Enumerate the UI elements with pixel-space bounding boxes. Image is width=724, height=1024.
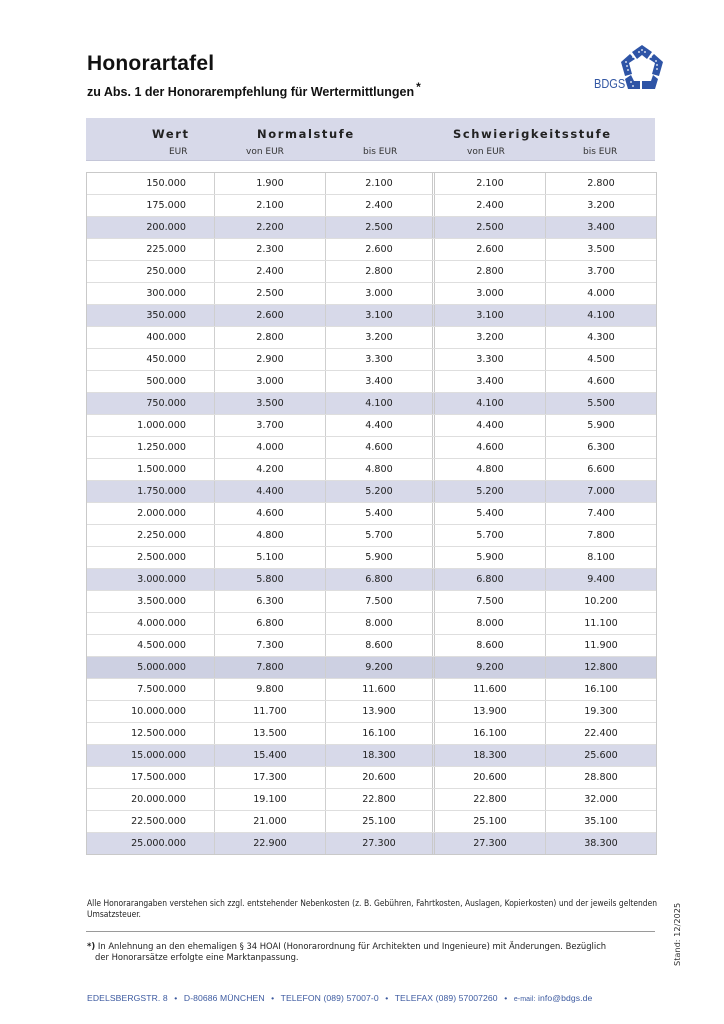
cell-normal-bis: 2.400: [326, 195, 435, 216]
table-row: [87, 305, 656, 327]
cell-schwer-bis: 9.400: [587, 574, 615, 585]
cell-wert: 25.000.000: [87, 833, 215, 854]
cell-wert: 4.500.000: [87, 635, 215, 656]
cell-schwer-von: 5.700: [435, 525, 546, 546]
cell-schwer-bis: 10.200: [584, 596, 618, 607]
col-header-normalstufe: Normalstufe: [257, 127, 355, 141]
cell-schwer-von: 2.100: [435, 173, 546, 194]
cell-normal-von: 7.300: [215, 635, 326, 656]
subtitle-text: zu Abs. 1 der Honorarempfehlung für Wertermittlungen: [87, 85, 415, 99]
cell-schwer-von: 4.400: [435, 415, 546, 436]
cell-normal-von: 2.900: [215, 349, 326, 370]
cell-schwer-von: 3.000: [435, 283, 546, 304]
cell-normal-von: 9.800: [215, 679, 326, 700]
cell-wert: 1.750.000: [87, 481, 215, 502]
table-row: [87, 239, 656, 261]
cell-normal-bis: 5.900: [326, 547, 435, 568]
cell-normal-bis: 8.000: [326, 613, 435, 634]
footer-separator: •: [174, 993, 178, 1003]
cell-wert: 450.000: [87, 349, 215, 370]
cell-wert: 250.000: [87, 261, 215, 282]
cell-wert: 4.000.000: [87, 613, 215, 634]
cell-schwer-bis: 2.800: [587, 178, 615, 189]
cell-schwer-bis: 12.800: [584, 662, 618, 673]
footer-city: D-80686 MÜNCHEN: [183, 993, 265, 1003]
cell-normal-von: 2.200: [215, 217, 326, 238]
cell-wert: 2.000.000: [87, 503, 215, 524]
pentagon-logo-icon: [620, 44, 664, 90]
cell-schwer-von: 2.500: [435, 217, 546, 238]
cell-normal-von: 4.800: [215, 525, 326, 546]
table-row: [87, 371, 656, 393]
cell-schwer-von: 7.500: [435, 591, 546, 612]
table-row: [87, 349, 656, 371]
cell-schwer-von: 13.900: [435, 701, 546, 722]
cell-normal-von: 4.200: [215, 459, 326, 480]
cell-normal-bis: 27.300: [326, 833, 435, 854]
cell-normal-von: 15.400: [215, 745, 326, 766]
cell-normal-bis: 3.400: [326, 371, 435, 392]
cell-normal-von: 6.300: [215, 591, 326, 612]
cell-normal-bis: 20.600: [326, 767, 435, 788]
col-header-schwierigkeitsstufe: Schwierigkeitsstufe: [453, 127, 612, 141]
cell-schwer-bis: 32.000: [584, 794, 618, 805]
cell-schwer-von: 20.600: [435, 767, 546, 788]
cell-wert: 3.000.000: [87, 569, 215, 590]
table-row: [87, 481, 656, 503]
cell-schwer-bis: 6.300: [587, 442, 615, 453]
cell-normal-von: 2.300: [215, 239, 326, 260]
cell-wert: 350.000: [87, 305, 215, 326]
page-subtitle: [87, 80, 421, 99]
subtitle-footnote-mark: *: [416, 80, 421, 94]
cell-schwer-bis: 16.100: [584, 684, 618, 695]
cell-schwer-bis: 38.300: [584, 838, 618, 849]
cell-normal-von: 2.500: [215, 283, 326, 304]
cell-schwer-bis: 4.300: [587, 332, 615, 343]
cell-normal-bis: 5.400: [326, 503, 435, 524]
cell-schwer-bis: 35.100: [584, 816, 618, 827]
cell-schwer-von: 3.200: [435, 327, 546, 348]
cell-normal-bis: 4.400: [326, 415, 435, 436]
cell-normal-von: 3.500: [215, 393, 326, 414]
cell-schwer-von: 4.800: [435, 459, 546, 480]
col-subheader-schwer-von: von EUR: [467, 147, 505, 157]
cell-wert: 225.000: [87, 239, 215, 260]
cell-wert: 150.000: [87, 173, 215, 194]
cell-normal-bis: 3.200: [326, 327, 435, 348]
cell-normal-bis: 25.100: [326, 811, 435, 832]
footer-separator: •: [271, 993, 275, 1003]
cell-schwer-bis: 8.100: [587, 552, 615, 563]
table-row: [87, 833, 656, 854]
cell-normal-bis: 22.800: [326, 789, 435, 810]
cell-wert: 750.000: [87, 393, 215, 414]
cell-normal-von: 5.800: [215, 569, 326, 590]
cell-normal-von: 11.700: [215, 701, 326, 722]
col-subheader-wert-eur: EUR: [169, 147, 188, 157]
footer-separator: •: [385, 993, 389, 1003]
cell-normal-von: 2.100: [215, 195, 326, 216]
cell-schwer-bis: 25.600: [584, 750, 618, 761]
cell-normal-bis: 16.100: [326, 723, 435, 744]
footer-address: [87, 993, 592, 1003]
col-header-wert: Wert: [152, 127, 190, 141]
table-row: [87, 745, 656, 767]
cell-normal-bis: 2.100: [326, 173, 435, 194]
cell-schwer-bis: 22.400: [584, 728, 618, 739]
table-row: [87, 283, 656, 305]
cell-normal-von: 19.100: [215, 789, 326, 810]
cell-schwer-von: 11.600: [435, 679, 546, 700]
cell-schwer-von: 3.400: [435, 371, 546, 392]
cell-schwer-bis: 4.100: [587, 310, 615, 321]
cell-schwer-von: 9.200: [435, 657, 546, 678]
table-row: [87, 261, 656, 283]
cell-schwer-bis: 3.200: [587, 200, 615, 211]
general-note: Alle Honorarangaben verstehen sich zzgl. entstehender Nebenkosten (z. B. Gebühren, Fahrtkosten, Auslagen, Kopierkosten) und der jeweils geltenden Umsatzsteuer.: [87, 898, 657, 919]
table-row: [87, 811, 656, 833]
cell-normal-bis: 18.300: [326, 745, 435, 766]
table-row: [87, 635, 656, 657]
cell-normal-bis: 2.500: [326, 217, 435, 238]
footnote-mark: *): [87, 941, 96, 951]
footnote-line-2: der Honorarsätze erfolgte eine Marktanpassung.: [95, 952, 299, 962]
cell-schwer-von: 8.600: [435, 635, 546, 656]
cell-schwer-von: 2.400: [435, 195, 546, 216]
cell-wert: 175.000: [87, 195, 215, 216]
table-row: [87, 657, 656, 679]
cell-normal-bis: 7.500: [326, 591, 435, 612]
cell-wert: 3.500.000: [87, 591, 215, 612]
cell-normal-bis: 4.100: [326, 393, 435, 414]
table-row: [87, 173, 656, 195]
cell-schwer-bis: 3.700: [587, 266, 615, 277]
cell-schwer-von: 4.100: [435, 393, 546, 414]
footer-fax: TELEFAX (089) 57007260: [394, 993, 498, 1003]
cell-schwer-von: 5.900: [435, 547, 546, 568]
cell-wert: 1.500.000: [87, 459, 215, 480]
cell-wert: 17.500.000: [87, 767, 215, 788]
cell-normal-bis: 3.000: [326, 283, 435, 304]
table-row: [87, 393, 656, 415]
cell-schwer-bis: 5.900: [587, 420, 615, 431]
table-row: [87, 789, 656, 811]
page-title: Honorartafel: [87, 52, 215, 75]
cell-schwer-bis: 3.500: [587, 244, 615, 255]
cell-wert: 15.000.000: [87, 745, 215, 766]
cell-normal-von: 6.800: [215, 613, 326, 634]
cell-wert: 7.500.000: [87, 679, 215, 700]
cell-schwer-bis: 3.400: [587, 222, 615, 233]
stand-date: Stand: 12/2025: [672, 902, 682, 966]
cell-schwer-von: 6.800: [435, 569, 546, 590]
cell-schwer-von: 27.300: [435, 833, 546, 854]
col-subheader-schwer-bis: bis EUR: [583, 147, 618, 157]
cell-normal-bis: 8.600: [326, 635, 435, 656]
cell-normal-von: 21.000: [215, 811, 326, 832]
cell-wert: 10.000.000: [87, 701, 215, 722]
table-row: [87, 591, 656, 613]
table-row: [87, 547, 656, 569]
cell-wert: 200.000: [87, 217, 215, 238]
cell-schwer-von: 16.100: [435, 723, 546, 744]
cell-normal-bis: 4.800: [326, 459, 435, 480]
cell-normal-von: 3.000: [215, 371, 326, 392]
footer-street: EDELSBERGSTR. 8: [87, 993, 168, 1003]
cell-normal-von: 4.000: [215, 437, 326, 458]
table-row: [87, 767, 656, 789]
cell-normal-von: 1.900: [215, 173, 326, 194]
footer-email-link[interactable]: info@bdgs.de: [538, 993, 593, 1003]
table-row: [87, 723, 656, 745]
table-row: [87, 613, 656, 635]
cell-normal-bis: 2.800: [326, 261, 435, 282]
table-row: [87, 679, 656, 701]
cell-normal-bis: 5.200: [326, 481, 435, 502]
cell-schwer-bis: 28.800: [584, 772, 618, 783]
cell-normal-von: 5.100: [215, 547, 326, 568]
table-row: [87, 503, 656, 525]
cell-normal-bis: 4.600: [326, 437, 435, 458]
table-header: [86, 118, 655, 161]
cell-wert: 300.000: [87, 283, 215, 304]
cell-schwer-von: 2.600: [435, 239, 546, 260]
footer-phone: TELEFON (089) 57007-0: [280, 993, 379, 1003]
cell-schwer-bis: 4.600: [587, 376, 615, 387]
cell-wert: 2.250.000: [87, 525, 215, 546]
footnote-line-1: In Anlehnung an den ehemaligen § 34 HOAI (Honorarordnung für Architekten und Ingenieure) mit Änderungen. Bezüglich: [97, 941, 607, 951]
cell-normal-bis: 6.800: [326, 569, 435, 590]
cell-wert: 400.000: [87, 327, 215, 348]
fee-table: [86, 172, 657, 855]
table-row: [87, 217, 656, 239]
cell-normal-bis: 9.200: [326, 657, 435, 678]
table-row: [87, 437, 656, 459]
table-row: [87, 701, 656, 723]
cell-normal-bis: 11.600: [326, 679, 435, 700]
cell-schwer-bis: 4.500: [587, 354, 615, 365]
cell-wert: 22.500.000: [87, 811, 215, 832]
cell-normal-bis: 13.900: [326, 701, 435, 722]
cell-normal-von: 2.600: [215, 305, 326, 326]
cell-normal-von: 2.400: [215, 261, 326, 282]
cell-normal-von: 22.900: [215, 833, 326, 854]
cell-schwer-von: 4.600: [435, 437, 546, 458]
cell-normal-von: 4.600: [215, 503, 326, 524]
cell-wert: 5.000.000: [87, 657, 215, 678]
footer-email-label: e-mail:: [513, 996, 536, 1003]
cell-schwer-bis: 4.000: [587, 288, 615, 299]
col-subheader-normal-von: von EUR: [246, 147, 284, 157]
cell-normal-von: 2.800: [215, 327, 326, 348]
cell-schwer-bis: 6.600: [587, 464, 615, 475]
table-row: [87, 415, 656, 437]
cell-normal-bis: 5.700: [326, 525, 435, 546]
cell-schwer-von: 18.300: [435, 745, 546, 766]
cell-wert: 500.000: [87, 371, 215, 392]
cell-schwer-bis: 11.100: [584, 618, 618, 629]
cell-schwer-von: 5.200: [435, 481, 546, 502]
cell-schwer-bis: 7.400: [587, 508, 615, 519]
cell-schwer-bis: 19.300: [584, 706, 618, 717]
cell-schwer-bis: 11.900: [584, 640, 618, 651]
table-row: [87, 569, 656, 591]
cell-normal-bis: 2.600: [326, 239, 435, 260]
cell-normal-bis: 3.300: [326, 349, 435, 370]
col-subheader-normal-bis: bis EUR: [363, 147, 398, 157]
cell-normal-von: 3.700: [215, 415, 326, 436]
cell-wert: 20.000.000: [87, 789, 215, 810]
footer-separator: •: [504, 993, 508, 1003]
cell-wert: 1.000.000: [87, 415, 215, 436]
cell-normal-von: 4.400: [215, 481, 326, 502]
cell-schwer-von: 25.100: [435, 811, 546, 832]
table-row: [87, 459, 656, 481]
cell-schwer-bis: 5.500: [587, 398, 615, 409]
table-row: [87, 195, 656, 217]
cell-schwer-bis: 7.800: [587, 530, 615, 541]
cell-wert: 12.500.000: [87, 723, 215, 744]
cell-normal-von: 13.500: [215, 723, 326, 744]
cell-normal-bis: 3.100: [326, 305, 435, 326]
cell-schwer-von: 2.800: [435, 261, 546, 282]
cell-wert: 1.250.000: [87, 437, 215, 458]
cell-schwer-von: 22.800: [435, 789, 546, 810]
cell-normal-von: 17.300: [215, 767, 326, 788]
cell-normal-von: 7.800: [215, 657, 326, 678]
bdgs-logo: [594, 44, 664, 98]
footnote: [87, 941, 657, 963]
logo-text: BDGS: [594, 77, 626, 91]
cell-schwer-bis: 7.000: [587, 486, 615, 497]
notes-divider: [86, 931, 655, 932]
cell-wert: 2.500.000: [87, 547, 215, 568]
table-row: [87, 327, 656, 349]
cell-schwer-von: 3.100: [435, 305, 546, 326]
cell-schwer-von: 3.300: [435, 349, 546, 370]
cell-schwer-von: 8.000: [435, 613, 546, 634]
table-row: [87, 525, 656, 547]
cell-schwer-von: 5.400: [435, 503, 546, 524]
